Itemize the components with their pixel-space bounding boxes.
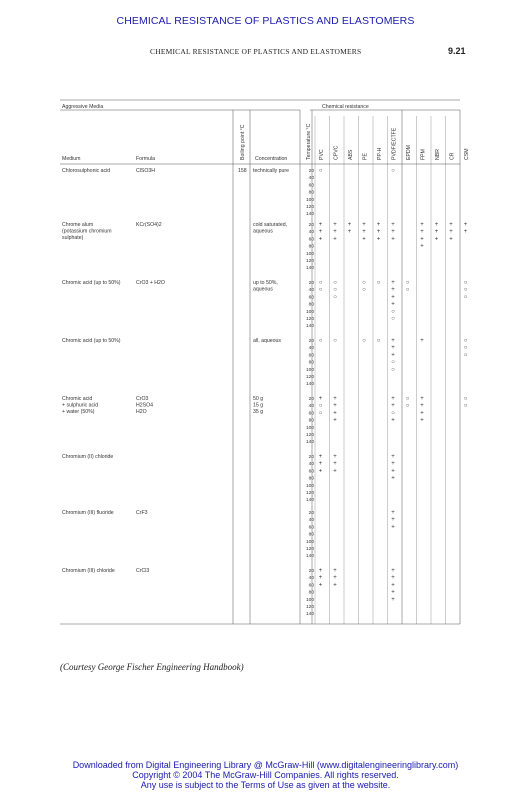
row-5-mark-5-3: + [391, 475, 395, 482]
row-0-temp-40: 40 [308, 176, 314, 182]
row-4-mark-0-1: ○ [318, 403, 323, 410]
row-3-mark-7-0: + [420, 338, 424, 344]
row-1-medium-line-2: sulphate) [62, 234, 84, 241]
row-6-temp-120: 120 [305, 547, 314, 552]
row-5-temp-40: 40 [308, 462, 314, 468]
row-7-mark-0-2: + [318, 582, 323, 589]
download-banner-title: CHEMICAL RESISTANCE OF PLASTICS AND ELASTOMERS [116, 15, 415, 27]
row-1-temp-100: 100 [305, 251, 314, 257]
row-5-mark-5-2: + [391, 468, 395, 475]
row-6-temp-60: 60 [308, 525, 314, 531]
row-1-medium-line-1: (potassium chromium [62, 228, 112, 235]
row-3-mark-3-0: ○ [362, 338, 366, 344]
row-3-concentration-line-0: all, aqueous [253, 338, 281, 344]
row-1-mark-3-2: + [362, 236, 366, 243]
row-7-temp-60: 60 [308, 583, 314, 589]
row-4-temp-100: 100 [305, 425, 314, 431]
row-6-mark-5-2: + [391, 524, 395, 531]
row-3-temp-20: 20 [308, 339, 314, 344]
row-5-mark-1-1: + [333, 461, 337, 468]
row-0-temp-80: 80 [308, 190, 314, 196]
row-5-mark-5-1: + [391, 461, 395, 468]
row-6-medium-line-0: Chromium (III) fluoride [62, 510, 114, 516]
row-4-mark-1-0: + [333, 396, 337, 402]
row-2-mark-10-1: ○ [463, 287, 468, 294]
row-1-mark-2-1: + [347, 229, 352, 236]
row-4-medium-line-1: + sulphuric acid [62, 402, 99, 409]
row-0-concentration-line-0: technically pure [253, 168, 290, 174]
col-header-boiling-point: Boiling point °C [240, 124, 246, 160]
row-6-temp-140: 140 [305, 554, 314, 560]
row-2-temp-80: 80 [308, 302, 314, 308]
row-2-mark-3-0: ○ [362, 280, 366, 286]
row-0-medium-line-0: Chlorosulphonic acid [62, 168, 111, 174]
row-5-mark-0-1: + [318, 461, 323, 468]
row-2-mark-5-4: ○ [391, 308, 395, 315]
row-3-temp-60: 60 [308, 353, 314, 359]
row-4-mark-7-2: + [420, 410, 424, 417]
row-2-temp-120: 120 [305, 317, 314, 322]
row-2-mark-5-0: + [391, 280, 395, 286]
row-0-mark-5-0: ○ [391, 168, 395, 174]
row-3-mark-10-1: ○ [463, 345, 468, 352]
row-2-temp-20: 20 [308, 281, 314, 286]
row-1-concentration-line-1: aqueous [253, 228, 273, 235]
row-1-mark-8-0: + [434, 222, 439, 228]
row-4-medium-line-2: + water (50%) [62, 408, 95, 415]
row-4-mark-10-0: ○ [463, 396, 468, 402]
row-7-temp-100: 100 [305, 597, 314, 603]
page-number: 9.21 [448, 46, 466, 56]
row-3-temp-80: 80 [308, 360, 314, 366]
col-header-material-pvc: PVC [319, 149, 325, 160]
row-4-mark-7-3: + [420, 417, 424, 424]
row-6-formula-line-0: CrF3 [136, 510, 148, 516]
row-1-mark-9-2: + [449, 236, 453, 243]
row-4-mark-10-1: ○ [463, 403, 468, 410]
row-1-mark-5-2: + [391, 236, 395, 243]
row-7-mark-5-0: + [391, 568, 395, 574]
row-1-mark-4-1: + [376, 229, 381, 236]
row-2-temp-40: 40 [308, 288, 314, 294]
row-3-mark-10-0: ○ [463, 338, 468, 344]
table-text [62, 104, 470, 617]
row-3-mark-5-4: ○ [391, 366, 395, 373]
row-1-temp-20: 20 [308, 223, 314, 228]
row-1-mark-10-1: + [463, 229, 468, 236]
table-rules [60, 100, 460, 624]
row-7-medium-line-0: Chromium (III) chloride [62, 568, 115, 574]
row-0-temp-120: 120 [305, 205, 314, 210]
row-1-formula-line-0: KCr(SO4)2 [136, 222, 162, 228]
row-2-mark-1-0: ○ [333, 280, 337, 286]
row-5-temp-20: 20 [308, 455, 314, 460]
row-5-mark-1-2: + [333, 468, 337, 475]
col-header-temperature: Temperature °C [306, 123, 312, 160]
row-1-temp-120: 120 [305, 259, 314, 264]
row-2-mark-0-0: ○ [318, 280, 323, 286]
row-4-mark-5-3: + [391, 417, 395, 424]
row-1-mark-4-2: + [376, 236, 381, 243]
row-3-mark-1-0: ○ [333, 338, 337, 344]
row-2-mark-1-2: ○ [333, 294, 337, 301]
row-2-temp-140: 140 [305, 324, 314, 330]
row-1-mark-7-0: + [420, 222, 424, 228]
footer-line-3: Any use is subject to the Terms of Use as given at the website. [140, 780, 391, 790]
row-5-temp-100: 100 [305, 483, 314, 489]
col-header-material-pe: PE [362, 153, 369, 160]
chemical-resistance-table [60, 96, 470, 636]
row-4-mark-1-1: + [333, 403, 337, 410]
row-4-mark-5-0: + [391, 396, 395, 402]
row-1-mark-0-0: + [318, 222, 323, 228]
row-2-mark-10-0: ○ [463, 280, 468, 286]
row-4-temp-40: 40 [308, 404, 314, 410]
row-7-mark-5-2: + [391, 582, 395, 589]
row-7-mark-5-3: + [391, 589, 395, 596]
row-1-medium-line-0: Chrome alum [62, 222, 94, 228]
row-4-mark-0-0: + [318, 396, 323, 402]
row-2-temp-60: 60 [308, 295, 314, 301]
row-4-temp-120: 120 [305, 433, 314, 438]
row-3-medium-line-0: Chromic acid (up to 50%) [62, 338, 121, 344]
row-1-mark-4-0: + [376, 222, 381, 228]
row-1-mark-5-1: + [391, 229, 395, 236]
row-3-mark-5-0: + [391, 338, 395, 344]
courtesy-note: (Courtesy George Fischer Engineering Handbook) [60, 662, 244, 672]
row-3-temp-120: 120 [305, 375, 314, 380]
footer-line-1[interactable]: Downloaded from Digital Engineering Library @ McGraw-Hill (www.digitalengineeringlibrary.com) [72, 760, 459, 770]
row-4-mark-5-2: ○ [391, 410, 395, 417]
row-2-mark-10-2: ○ [463, 294, 468, 301]
row-6-temp-80: 80 [308, 532, 314, 538]
row-1-mark-8-2: + [434, 236, 439, 243]
row-5-temp-140: 140 [305, 498, 314, 504]
row-4-concentration-line-2: 35 g [253, 408, 264, 415]
row-5-temp-60: 60 [308, 469, 314, 475]
row-2-mark-6-1: ○ [405, 287, 410, 294]
row-7-mark-5-1: + [391, 575, 395, 582]
row-2-mark-1-1: ○ [333, 287, 337, 294]
row-7-temp-20: 20 [308, 569, 314, 574]
row-4-mark-0-2: ○ [318, 410, 323, 417]
row-4-temp-60: 60 [308, 411, 314, 417]
col-header-concentration: Concentration [255, 156, 288, 162]
row-1-mark-0-2: + [318, 236, 323, 243]
row-3-mark-4-0: ○ [376, 338, 381, 344]
row-2-temp-100: 100 [305, 309, 314, 315]
row-4-medium-line-0: Chromic acid [62, 396, 93, 402]
row-1-mark-0-1: + [318, 229, 323, 236]
col-header-material-pp-h: PP-H [377, 147, 383, 160]
row-7-mark-1-0: + [333, 568, 337, 574]
row-4-formula-line-1: H2SO4 [136, 402, 154, 409]
row-7-temp-140: 140 [305, 612, 314, 618]
row-4-mark-5-1: + [391, 403, 395, 410]
col-header-material-epdm: EPDM [406, 145, 412, 160]
row-3-temp-140: 140 [305, 382, 314, 388]
row-7-temp-40: 40 [308, 576, 314, 582]
row-1-mark-9-1: + [449, 229, 453, 236]
row-1-temp-140: 140 [305, 266, 314, 272]
row-7-mark-5-4: + [391, 596, 395, 603]
col-header-material-abs: ABS [348, 149, 354, 160]
row-5-mark-0-2: + [318, 468, 323, 475]
row-0-temp-20: 20 [308, 169, 314, 174]
row-4-temp-140: 140 [305, 440, 314, 446]
row-0-temp-100: 100 [305, 197, 314, 203]
row-1-mark-8-1: + [434, 229, 439, 236]
row-5-mark-0-0: + [318, 454, 323, 460]
col-header-medium: Medium [62, 156, 81, 162]
row-5-temp-120: 120 [305, 491, 314, 496]
row-0-temp-60: 60 [308, 183, 314, 189]
row-4-formula-line-0: CrO3 [136, 396, 149, 402]
row-1-mark-1-1: + [333, 229, 337, 236]
row-2-mark-4-0: ○ [376, 280, 381, 286]
col-header-material-cr: CR [449, 152, 456, 160]
row-4-mark-7-1: + [420, 403, 424, 410]
row-1-mark-7-2: + [420, 236, 424, 243]
row-3-mark-5-3: ○ [391, 359, 395, 366]
row-7-mark-1-2: + [333, 582, 337, 589]
row-2-mark-5-5: ○ [391, 316, 395, 322]
row-0-boiling-point: 158 [238, 168, 247, 174]
row-1-temp-40: 40 [308, 230, 314, 236]
row-4-concentration-line-0: 50 g [253, 396, 264, 402]
row-4-temp-20: 20 [308, 397, 314, 402]
row-1-mark-9-0: + [449, 222, 453, 228]
row-1-mark-2-0: + [347, 222, 352, 228]
col-header-material-nbr: NBR [435, 149, 441, 160]
row-6-mark-5-1: + [391, 517, 395, 524]
row-2-mark-3-1: ○ [362, 287, 366, 294]
row-2-concentration-line-0: up to 50%, [253, 280, 278, 286]
group-header-chemical-resistance: Chemical resistance [322, 104, 369, 110]
row-3-mark-10-2: ○ [463, 352, 468, 359]
row-3-mark-0-0: ○ [318, 338, 323, 344]
row-4-mark-6-0: ○ [405, 396, 410, 402]
row-1-mark-1-2: + [333, 236, 337, 243]
row-1-mark-5-0: + [391, 222, 395, 228]
row-2-mark-5-3: + [391, 301, 395, 308]
row-0-mark-0-0: ○ [318, 168, 323, 174]
row-4-concentration-line-1: 15 g [253, 402, 264, 409]
row-1-temp-80: 80 [308, 244, 314, 250]
row-1-concentration-line-0: cold saturated, [253, 222, 288, 228]
row-3-mark-5-1: + [391, 345, 395, 352]
row-4-mark-7-0: + [420, 396, 424, 402]
row-1-mark-10-0: + [463, 222, 468, 228]
row-6-temp-20: 20 [308, 511, 314, 516]
row-3-temp-40: 40 [308, 346, 314, 352]
row-0-temp-140: 140 [305, 212, 314, 218]
col-header-material-pvdf-ectfe: PVDF/ECTFE [391, 127, 398, 160]
row-1-mark-7-1: + [420, 229, 424, 236]
row-5-temp-80: 80 [308, 476, 314, 482]
row-7-mark-0-1: + [318, 575, 323, 582]
row-1-mark-7-3: + [420, 243, 424, 250]
table-svg [60, 96, 470, 636]
row-4-mark-1-3: + [333, 417, 337, 424]
row-6-temp-40: 40 [308, 518, 314, 524]
col-header-formula: Formula [136, 156, 156, 162]
row-7-temp-80: 80 [308, 590, 314, 596]
row-3-temp-100: 100 [305, 367, 314, 373]
col-header-material-fpm: FPM [420, 149, 427, 160]
row-6-temp-100: 100 [305, 539, 314, 545]
row-2-concentration-line-1: aqueous [253, 286, 273, 293]
row-7-temp-120: 120 [305, 605, 314, 610]
row-1-temp-60: 60 [308, 237, 314, 243]
row-3-mark-5-2: + [391, 352, 395, 359]
footer-notice [0, 760, 531, 790]
row-4-formula-line-2: H2O [136, 408, 147, 415]
running-head: CHEMICAL RESISTANCE OF PLASTICS AND ELASTOMERS [150, 47, 362, 56]
row-5-medium-line-0: Chromium (II) chloride [62, 454, 114, 460]
row-0-formula-line-0: ClSO3H [136, 168, 156, 174]
row-1-mark-1-0: + [333, 222, 337, 228]
row-4-mark-1-2: + [333, 410, 337, 417]
row-7-formula-line-0: CrCl3 [136, 568, 150, 574]
row-6-mark-5-0: + [391, 510, 395, 516]
row-2-mark-5-2: + [391, 294, 395, 301]
row-4-mark-6-1: ○ [405, 403, 410, 410]
row-7-mark-1-1: + [333, 575, 337, 582]
group-header-aggressive-media: Aggressive Media [62, 104, 104, 110]
footer-line-2: Copyright © 2004 The McGraw-Hill Companies. All rights reserved. [132, 770, 399, 780]
row-2-formula-line-0: CrO3 + H2O [136, 280, 165, 286]
row-2-mark-0-1: ○ [318, 287, 323, 294]
row-1-mark-3-0: + [362, 222, 366, 228]
row-7-mark-0-0: + [318, 568, 323, 574]
row-5-mark-1-0: + [333, 454, 337, 460]
col-header-material-csm: CSM [464, 148, 470, 160]
col-header-material-cpvc: CPVC [333, 145, 340, 160]
row-2-mark-6-0: ○ [405, 280, 410, 286]
row-4-temp-80: 80 [308, 418, 314, 424]
row-2-medium-line-0: Chromic acid (up to 50%) [62, 280, 121, 286]
row-2-mark-5-1: + [391, 287, 395, 294]
row-1-mark-3-1: + [362, 229, 366, 236]
row-5-mark-5-0: + [391, 454, 395, 460]
